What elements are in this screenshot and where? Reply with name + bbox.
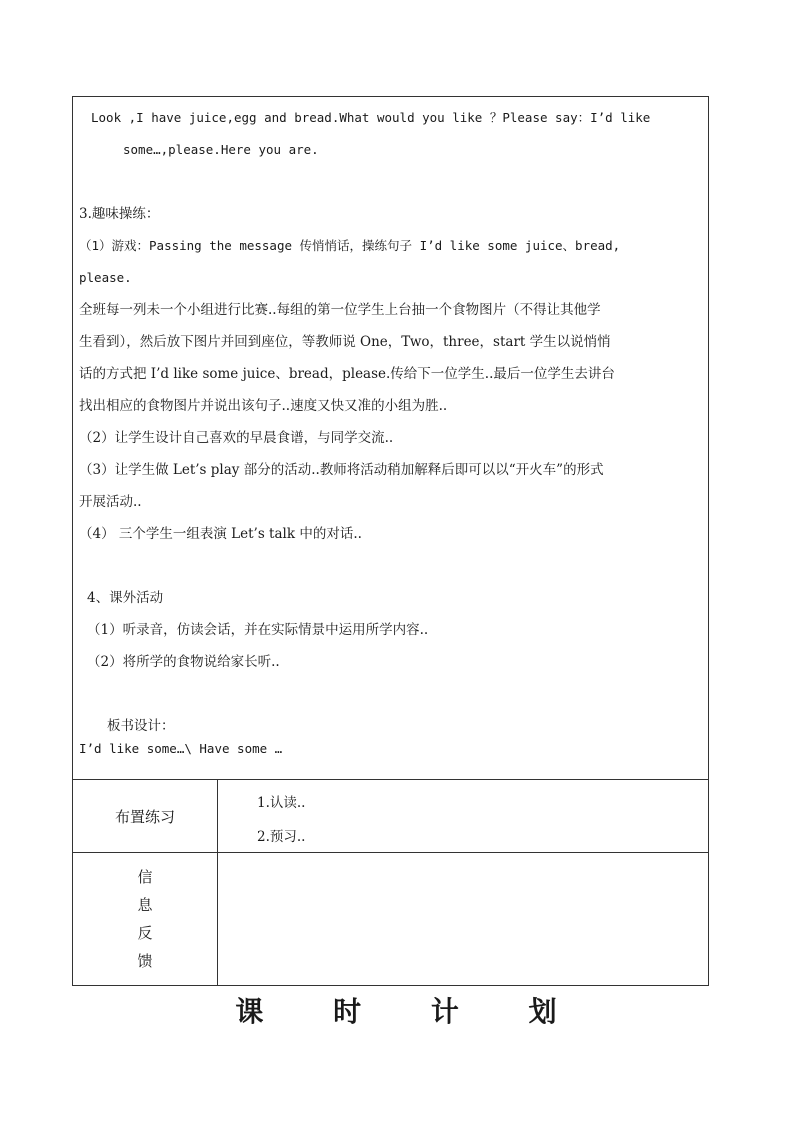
text-line-menu: （2）让学生设计自己喜欢的早晨食谱，与同学交流.. bbox=[79, 430, 394, 446]
text-line-rules-1: 全班每一列未一个小组进行比赛..每组的第一位学生上台抽一个食物图片（不得让其他学 bbox=[79, 302, 601, 318]
text-line-please: please. bbox=[79, 270, 132, 285]
text-line-rules-2: 生看到），然后放下图片并回到座位，等教师说 One，Two，three，start 学生以说悄悄 bbox=[79, 334, 611, 350]
blackboard-design-heading: 板书设计： bbox=[107, 718, 175, 734]
feedback-label-char: 息 bbox=[137, 896, 153, 914]
text-line-talk: （4） 三个学生一组表演 Let’s talk 中的对话.. bbox=[79, 526, 362, 542]
text-line-listen: （1）听录音，仿读会话，并在实际情景中运用所学内容.. bbox=[87, 622, 429, 638]
page-title-char: 时 bbox=[333, 995, 364, 1028]
feedback-label-char: 馈 bbox=[137, 952, 153, 970]
text-line-play-2: 开展活动.. bbox=[79, 494, 142, 510]
homework-label: 布置练习 bbox=[114, 807, 175, 826]
lesson-plan-table bbox=[72, 96, 709, 986]
page-title-char: 课 bbox=[235, 995, 266, 1028]
text-line-rules-4: 找出相应的食物图片并说出该句子..速度又快又准的小组为胜.. bbox=[79, 398, 448, 414]
feedback-label bbox=[73, 853, 217, 985]
text-line-parents: （2）将所学的食物说给家长听.. bbox=[87, 654, 280, 670]
homework-item-2: 2.预习.. bbox=[257, 829, 306, 845]
page-title bbox=[0, 990, 794, 1030]
feedback-label-char: 反 bbox=[137, 924, 153, 942]
text-line-2: some…,please.Here you are. bbox=[123, 142, 319, 157]
text-line-play-1: （3）让学生做 Let’s play 部分的活动..教师将活动稍加解释后即可以以“开火车”的形式 bbox=[79, 462, 604, 478]
homework-row bbox=[73, 780, 708, 853]
feedback-row bbox=[73, 853, 708, 985]
feedback-label-char: 信 bbox=[137, 868, 153, 886]
page-title-char: 计 bbox=[430, 995, 461, 1028]
page-title-char: 划 bbox=[528, 995, 559, 1028]
homework-item-1: 1.认读.. bbox=[257, 795, 306, 811]
blackboard-design-text: I’d like some…\ Have some … bbox=[79, 741, 283, 756]
column-divider bbox=[217, 780, 218, 985]
text-line-1: Look ,I have juice,egg and bread.What would you like ？Please say：I’d like bbox=[91, 110, 651, 125]
section-heading-3: 3.趣味操练： bbox=[79, 206, 160, 222]
text-line-game: （1）游戏：Passing the message 传悄悄话，操练句子 I’d like some juice、bread, bbox=[79, 238, 621, 253]
teaching-procedure-cell bbox=[73, 97, 708, 780]
section-heading-4: 4、课外活动 bbox=[87, 590, 164, 606]
text-line-rules-3: 话的方式把 I’d like some juice、bread，please.传给下一位学生..最后一位学生去讲台 bbox=[79, 366, 615, 382]
